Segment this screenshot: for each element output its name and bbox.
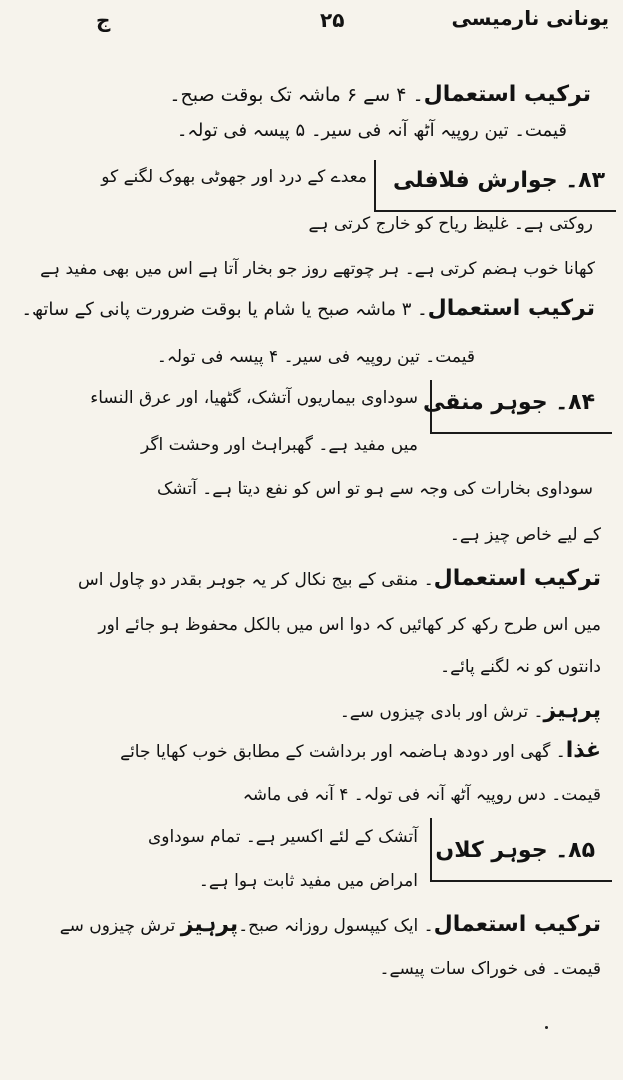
entry-85-line-1: آتشک کے لئے اکسیر ہے۔ تمام سوداوی bbox=[147, 827, 418, 847]
entry-83-line-3: کھانا خوب ہضم کرتی ہے۔ ہر چوتھے روز جو بخار آتا ہے اس میں بھی مفید ہے bbox=[40, 259, 595, 279]
page-marker: ج bbox=[96, 8, 111, 32]
price-line-84: قیمت۔ دس روپیہ آٹھ آنہ فی تولہ۔ ۴ آنہ فی ماشہ bbox=[242, 785, 601, 805]
usage-continued-84b: دانتوں کو نہ لگنے پائے۔ bbox=[440, 657, 601, 677]
usage-label: ترکیب استعمال bbox=[433, 566, 601, 591]
entry-84-line-4: کے لیے خاص چیز ہے۔ bbox=[449, 525, 601, 545]
price-line-83: قیمت۔ تین روپیہ فی سیر۔ ۴ پیسہ فی تولہ۔ bbox=[156, 347, 475, 367]
usage-line-82 bbox=[169, 82, 591, 107]
usage-label: ترکیب استعمال bbox=[427, 296, 595, 321]
page-number: ۲۵ bbox=[320, 8, 345, 32]
usage-text: ۔ ایک کیپسول روزانہ صبح۔ bbox=[238, 916, 434, 936]
usage-line-84 bbox=[78, 566, 601, 591]
entry-84-line-1: سوداوی بیماریوں آتشک، گٹھیا، اور عرق النساء bbox=[90, 388, 418, 408]
price-line-82: قیمت۔ تین روپیہ آٹھ آنہ فی سیر۔ ۵ پیسہ فی تولہ۔ bbox=[176, 120, 567, 141]
entry-83-line-2: روکتی ہے۔ غلیظ ریاح کو خارج کرتی ہے bbox=[308, 214, 593, 234]
entry-85-line-2: امراض میں مفید ثابت ہوا ہے۔ bbox=[198, 871, 418, 891]
price-line-85: قیمت۔ فی خوراک سات پیسے۔ bbox=[379, 959, 601, 979]
ink-dot bbox=[545, 1026, 548, 1029]
usage-text: ۔ ۴ سے ۶ ماشہ تک بوقت صبح۔ bbox=[169, 84, 424, 106]
entry-84-title: ۸۴۔ جوہر منقی bbox=[423, 390, 595, 415]
food-text: ۔ گھی اور دودھ ہاضمہ اور برداشت کے مطابق خوب کھایا جائے bbox=[120, 742, 566, 762]
avoid-label: پرہیز bbox=[543, 698, 601, 723]
usage-continued-84a: میں اس طرح رکھ کر کھائیں کہ دوا اس میں بالکل محفوظ ہو جائے اور bbox=[98, 615, 601, 635]
entry-85-title: ۸۵۔ جوہر کلاں bbox=[435, 838, 595, 863]
avoid-label: پرہیز bbox=[180, 912, 239, 937]
entry-83-line-1: معدے کے درد اور جھوٹی بھوک لگنے کو bbox=[101, 167, 367, 187]
page-header-title: یونانی نارمیسی bbox=[451, 6, 609, 30]
food-label: غذا bbox=[565, 738, 601, 763]
avoid-line-84 bbox=[340, 698, 601, 723]
entry-84-line-3: سوداوی بخارات کی وجہ سے ہو تو اس کو نفع دیتا ہے۔ آتشک bbox=[157, 479, 593, 499]
usage-text: ۔ ۳ ماشہ صبح یا شام یا بوقت ضرورت پانی کے ساتھ۔ bbox=[21, 299, 428, 320]
avoid-text: ترش چیزوں سے bbox=[59, 916, 181, 936]
usage-text: ۔ منقی کے بیج نکال کر یہ جوہر بقدر دو چاول اس bbox=[77, 570, 434, 590]
usage-label: ترکیب استعمال bbox=[433, 912, 601, 937]
avoid-text: ۔ ترش اور بادی چیزوں سے۔ bbox=[339, 702, 544, 722]
usage-line-85 bbox=[60, 912, 601, 937]
usage-line-83 bbox=[21, 296, 595, 321]
entry-83-title: ۸۳۔ جوارش فلافلی bbox=[392, 168, 605, 193]
entry-84-line-2: میں مفید ہے۔ گھبراہٹ اور وحشت اگر bbox=[141, 435, 418, 455]
usage-label: ترکیب استعمال bbox=[423, 82, 591, 107]
food-line-84 bbox=[120, 738, 601, 763]
